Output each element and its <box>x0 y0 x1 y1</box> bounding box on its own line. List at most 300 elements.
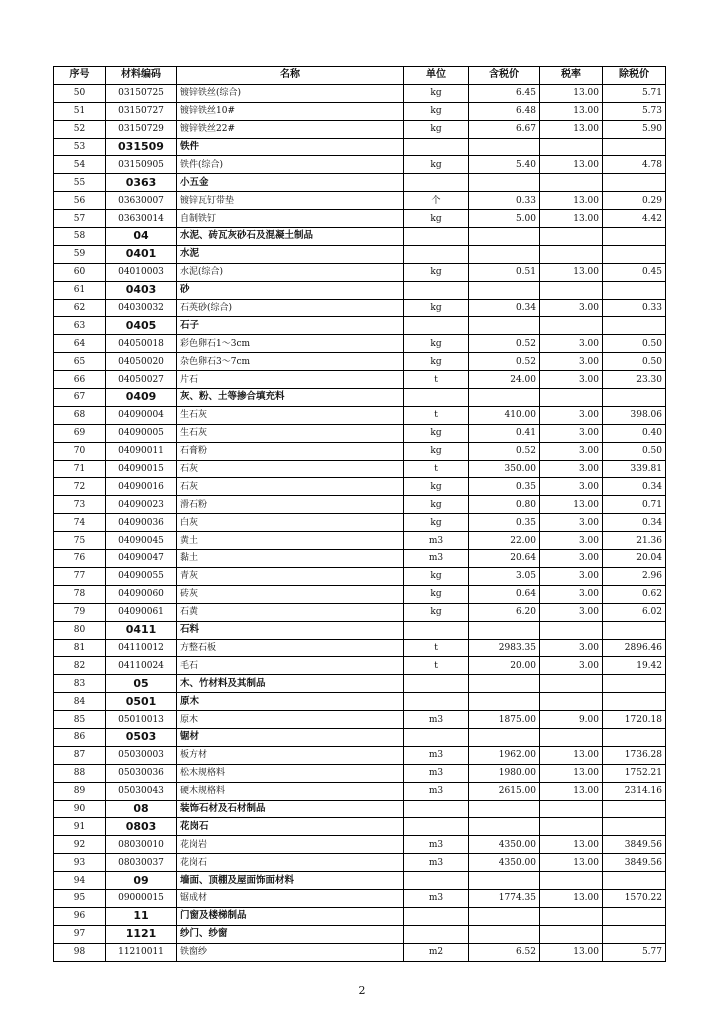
cell-price-ex-tax <box>603 174 666 192</box>
cell-unit: m3 <box>404 746 469 764</box>
cell-price-ex-tax <box>603 228 666 246</box>
header-unit: 单位 <box>404 67 469 85</box>
table-row <box>54 764 666 782</box>
cell-code: 05010013 <box>106 711 177 729</box>
cell-no: 63 <box>54 317 106 335</box>
cell-price-ex-tax: 0.50 <box>603 353 666 371</box>
cell-tax-rate: 13.00 <box>540 764 603 782</box>
cell-tax-rate: 3.00 <box>540 657 603 675</box>
cell-price-with-tax: 0.35 <box>469 514 540 532</box>
cell-price-with-tax <box>469 281 540 299</box>
cell-tax-rate <box>540 228 603 246</box>
cell-price-with-tax <box>469 728 540 746</box>
cell-no: 61 <box>54 281 106 299</box>
header-name: 名称 <box>177 67 404 85</box>
cell-unit: t <box>404 460 469 478</box>
cell-code: 0409 <box>106 389 177 407</box>
cell-name: 门窗及楼梯制品 <box>177 907 404 925</box>
cell-code: 04090060 <box>106 585 177 603</box>
cell-no: 65 <box>54 353 106 371</box>
cell-price-with-tax: 6.52 <box>469 943 540 961</box>
cell-tax-rate: 13.00 <box>540 746 603 764</box>
cell-unit: t <box>404 371 469 389</box>
cell-code: 04090004 <box>106 406 177 424</box>
cell-price-ex-tax: 0.34 <box>603 514 666 532</box>
cell-no: 67 <box>54 389 106 407</box>
cell-price-ex-tax: 4.78 <box>603 156 666 174</box>
cell-price-ex-tax <box>603 245 666 263</box>
table-row <box>54 263 666 281</box>
cell-name: 石子 <box>177 317 404 335</box>
cell-tax-rate: 13.00 <box>540 943 603 961</box>
cell-code: 04090005 <box>106 424 177 442</box>
header-row <box>54 67 666 85</box>
cell-tax-rate: 13.00 <box>540 192 603 210</box>
cell-no: 66 <box>54 371 106 389</box>
cell-code: 03150729 <box>106 120 177 138</box>
cell-tax-rate: 9.00 <box>540 711 603 729</box>
table-row <box>54 889 666 907</box>
material-price-table <box>53 66 666 962</box>
cell-tax-rate <box>540 245 603 263</box>
cell-name: 板方材 <box>177 746 404 764</box>
cell-no: 77 <box>54 567 106 585</box>
cell-price-with-tax <box>469 317 540 335</box>
cell-price-with-tax: 1980.00 <box>469 764 540 782</box>
cell-price-with-tax <box>469 800 540 818</box>
cell-price-with-tax <box>469 245 540 263</box>
cell-code: 0803 <box>106 818 177 836</box>
table-row <box>54 478 666 496</box>
cell-code: 0501 <box>106 693 177 711</box>
cell-code: 08030037 <box>106 854 177 872</box>
cell-price-with-tax <box>469 818 540 836</box>
cell-name: 杂色卵石3～7cm <box>177 353 404 371</box>
cell-unit: kg <box>404 353 469 371</box>
cell-tax-rate: 3.00 <box>540 478 603 496</box>
cell-price-ex-tax <box>603 281 666 299</box>
header-tax-rate: 税率 <box>540 67 603 85</box>
cell-no: 90 <box>54 800 106 818</box>
cell-unit <box>404 317 469 335</box>
cell-tax-rate: 3.00 <box>540 585 603 603</box>
cell-code: 11 <box>106 907 177 925</box>
cell-unit <box>404 621 469 639</box>
cell-price-with-tax <box>469 872 540 890</box>
cell-unit: 个 <box>404 192 469 210</box>
cell-name: 花岗岩 <box>177 836 404 854</box>
cell-code: 08 <box>106 800 177 818</box>
cell-price-ex-tax: 0.34 <box>603 478 666 496</box>
cell-name: 锯材 <box>177 728 404 746</box>
cell-price-with-tax: 20.64 <box>469 550 540 568</box>
cell-name: 镀锌铁丝(综合) <box>177 84 404 102</box>
cell-price-ex-tax: 2314.16 <box>603 782 666 800</box>
cell-name: 毛石 <box>177 657 404 675</box>
cell-unit: kg <box>404 335 469 353</box>
cell-name: 滑石粉 <box>177 496 404 514</box>
table-row <box>54 102 666 120</box>
category-row <box>54 728 666 746</box>
cell-unit: kg <box>404 478 469 496</box>
cell-code: 1121 <box>106 925 177 943</box>
category-row <box>54 818 666 836</box>
cell-code: 04 <box>106 228 177 246</box>
cell-code: 09000015 <box>106 889 177 907</box>
cell-price-ex-tax: 19.42 <box>603 657 666 675</box>
cell-name: 砖灰 <box>177 585 404 603</box>
cell-no: 95 <box>54 889 106 907</box>
category-row <box>54 872 666 890</box>
cell-name: 石灰 <box>177 478 404 496</box>
cell-code: 05030003 <box>106 746 177 764</box>
cell-code: 04050018 <box>106 335 177 353</box>
cell-unit <box>404 138 469 156</box>
cell-code: 03630007 <box>106 192 177 210</box>
cell-price-ex-tax: 5.90 <box>603 120 666 138</box>
cell-no: 86 <box>54 728 106 746</box>
cell-no: 72 <box>54 478 106 496</box>
category-row <box>54 389 666 407</box>
cell-price-ex-tax <box>603 907 666 925</box>
cell-name: 原木 <box>177 711 404 729</box>
cell-price-with-tax: 24.00 <box>469 371 540 389</box>
cell-price-ex-tax: 21.36 <box>603 532 666 550</box>
cell-no: 89 <box>54 782 106 800</box>
category-row <box>54 245 666 263</box>
cell-unit: m3 <box>404 854 469 872</box>
cell-code: 09 <box>106 872 177 890</box>
cell-price-with-tax: 2615.00 <box>469 782 540 800</box>
cell-no: 85 <box>54 711 106 729</box>
cell-unit: m3 <box>404 889 469 907</box>
cell-no: 73 <box>54 496 106 514</box>
header-price-with-tax: 含税价 <box>469 67 540 85</box>
cell-price-with-tax: 3.05 <box>469 567 540 585</box>
cell-code: 0503 <box>106 728 177 746</box>
cell-tax-rate <box>540 389 603 407</box>
cell-unit <box>404 174 469 192</box>
cell-unit: kg <box>404 442 469 460</box>
cell-price-with-tax <box>469 228 540 246</box>
cell-price-ex-tax <box>603 621 666 639</box>
cell-unit <box>404 389 469 407</box>
cell-name: 铁窗纱 <box>177 943 404 961</box>
cell-name: 黄土 <box>177 532 404 550</box>
cell-code: 04090055 <box>106 567 177 585</box>
cell-price-with-tax: 0.33 <box>469 192 540 210</box>
cell-price-with-tax <box>469 693 540 711</box>
cell-unit: m3 <box>404 711 469 729</box>
cell-no: 80 <box>54 621 106 639</box>
cell-name: 镀锌瓦钉带垫 <box>177 192 404 210</box>
cell-price-ex-tax <box>603 693 666 711</box>
cell-code: 05030043 <box>106 782 177 800</box>
cell-tax-rate <box>540 693 603 711</box>
cell-price-ex-tax: 3849.56 <box>603 854 666 872</box>
table-row <box>54 567 666 585</box>
cell-no: 79 <box>54 603 106 621</box>
category-row <box>54 800 666 818</box>
cell-unit: kg <box>404 84 469 102</box>
cell-no: 55 <box>54 174 106 192</box>
cell-unit: t <box>404 406 469 424</box>
cell-tax-rate <box>540 281 603 299</box>
cell-price-with-tax: 5.00 <box>469 210 540 228</box>
cell-no: 58 <box>54 228 106 246</box>
cell-no: 53 <box>54 138 106 156</box>
cell-name: 彩色卵石1～3cm <box>177 335 404 353</box>
cell-code: 04110024 <box>106 657 177 675</box>
cell-code: 03630014 <box>106 210 177 228</box>
table-row <box>54 711 666 729</box>
cell-price-ex-tax: 1720.18 <box>603 711 666 729</box>
cell-price-ex-tax: 2896.46 <box>603 639 666 657</box>
cell-unit: kg <box>404 263 469 281</box>
cell-name: 石膏粉 <box>177 442 404 460</box>
header-price-ex-tax: 除税价 <box>603 67 666 85</box>
category-row <box>54 174 666 192</box>
cell-code: 04050020 <box>106 353 177 371</box>
cell-price-with-tax: 0.41 <box>469 424 540 442</box>
cell-name: 水泥 <box>177 245 404 263</box>
table-row <box>54 460 666 478</box>
cell-price-ex-tax: 3849.56 <box>603 836 666 854</box>
table-body <box>54 84 666 961</box>
cell-tax-rate: 3.00 <box>540 603 603 621</box>
cell-price-with-tax <box>469 138 540 156</box>
cell-unit: m3 <box>404 532 469 550</box>
category-row <box>54 228 666 246</box>
cell-no: 83 <box>54 675 106 693</box>
cell-name: 水泥、砖瓦灰砂石及混凝土制品 <box>177 228 404 246</box>
cell-unit: kg <box>404 585 469 603</box>
cell-price-with-tax: 5.40 <box>469 156 540 174</box>
cell-code: 0403 <box>106 281 177 299</box>
cell-price-with-tax: 0.52 <box>469 353 540 371</box>
cell-price-ex-tax: 2.96 <box>603 567 666 585</box>
table-row <box>54 424 666 442</box>
cell-code: 04090047 <box>106 550 177 568</box>
cell-unit <box>404 675 469 693</box>
cell-price-ex-tax: 1736.28 <box>603 746 666 764</box>
table-row <box>54 514 666 532</box>
cell-unit: kg <box>404 156 469 174</box>
cell-price-with-tax: 0.51 <box>469 263 540 281</box>
table-row <box>54 210 666 228</box>
cell-price-ex-tax: 0.62 <box>603 585 666 603</box>
cell-name: 方整石板 <box>177 639 404 657</box>
cell-price-ex-tax: 23.30 <box>603 371 666 389</box>
cell-price-with-tax: 2983.35 <box>469 639 540 657</box>
cell-tax-rate: 3.00 <box>540 514 603 532</box>
category-row <box>54 621 666 639</box>
cell-unit: m3 <box>404 764 469 782</box>
cell-no: 50 <box>54 84 106 102</box>
cell-price-ex-tax: 1570.22 <box>603 889 666 907</box>
cell-unit: kg <box>404 496 469 514</box>
cell-price-with-tax: 20.00 <box>469 657 540 675</box>
table-row <box>54 84 666 102</box>
table-row <box>54 854 666 872</box>
cell-price-ex-tax: 0.29 <box>603 192 666 210</box>
cell-price-ex-tax: 6.02 <box>603 603 666 621</box>
cell-tax-rate: 3.00 <box>540 442 603 460</box>
cell-unit <box>404 907 469 925</box>
cell-no: 54 <box>54 156 106 174</box>
cell-price-with-tax: 1962.00 <box>469 746 540 764</box>
cell-name: 白灰 <box>177 514 404 532</box>
cell-tax-rate: 13.00 <box>540 889 603 907</box>
cell-price-ex-tax <box>603 872 666 890</box>
cell-price-with-tax: 6.20 <box>469 603 540 621</box>
cell-code: 04090011 <box>106 442 177 460</box>
cell-price-with-tax: 1875.00 <box>469 711 540 729</box>
cell-price-ex-tax: 0.45 <box>603 263 666 281</box>
cell-price-ex-tax: 0.33 <box>603 299 666 317</box>
table-row <box>54 603 666 621</box>
cell-no: 84 <box>54 693 106 711</box>
cell-price-with-tax: 0.80 <box>469 496 540 514</box>
cell-tax-rate <box>540 138 603 156</box>
cell-no: 56 <box>54 192 106 210</box>
cell-no: 82 <box>54 657 106 675</box>
table-row <box>54 657 666 675</box>
cell-code: 0411 <box>106 621 177 639</box>
cell-code: 031509 <box>106 138 177 156</box>
table-row <box>54 496 666 514</box>
cell-tax-rate <box>540 818 603 836</box>
cell-price-ex-tax <box>603 800 666 818</box>
table-row <box>54 836 666 854</box>
cell-price-ex-tax <box>603 138 666 156</box>
cell-price-with-tax <box>469 389 540 407</box>
cell-name: 自制铁钉 <box>177 210 404 228</box>
header-no: 序号 <box>54 67 106 85</box>
cell-tax-rate: 3.00 <box>540 353 603 371</box>
cell-no: 92 <box>54 836 106 854</box>
cell-name: 镀锌铁丝10# <box>177 102 404 120</box>
cell-price-with-tax: 0.52 <box>469 442 540 460</box>
cell-unit: kg <box>404 514 469 532</box>
table-row <box>54 532 666 550</box>
cell-name: 石英砂(综合) <box>177 299 404 317</box>
cell-price-ex-tax: 5.71 <box>603 84 666 102</box>
cell-price-with-tax <box>469 621 540 639</box>
cell-tax-rate: 3.00 <box>540 424 603 442</box>
cell-price-ex-tax: 20.04 <box>603 550 666 568</box>
table-row <box>54 782 666 800</box>
cell-no: 96 <box>54 907 106 925</box>
cell-unit: kg <box>404 102 469 120</box>
cell-tax-rate: 3.00 <box>540 550 603 568</box>
cell-price-ex-tax: 4.42 <box>603 210 666 228</box>
table-row <box>54 585 666 603</box>
cell-name: 青灰 <box>177 567 404 585</box>
cell-name: 锯成材 <box>177 889 404 907</box>
cell-unit <box>404 228 469 246</box>
cell-unit <box>404 925 469 943</box>
category-row <box>54 317 666 335</box>
cell-price-with-tax <box>469 925 540 943</box>
cell-tax-rate <box>540 800 603 818</box>
table-row <box>54 371 666 389</box>
cell-unit: t <box>404 639 469 657</box>
cell-tax-rate: 13.00 <box>540 836 603 854</box>
cell-code: 04050027 <box>106 371 177 389</box>
cell-price-ex-tax: 339.81 <box>603 460 666 478</box>
cell-code: 04110012 <box>106 639 177 657</box>
table-row <box>54 943 666 961</box>
cell-name: 木、竹材料及其制品 <box>177 675 404 693</box>
cell-unit <box>404 800 469 818</box>
cell-price-with-tax: 0.52 <box>469 335 540 353</box>
cell-no: 97 <box>54 925 106 943</box>
cell-unit <box>404 281 469 299</box>
cell-price-with-tax: 0.34 <box>469 299 540 317</box>
cell-code: 0363 <box>106 174 177 192</box>
cell-tax-rate: 3.00 <box>540 567 603 585</box>
category-row <box>54 675 666 693</box>
table-row <box>54 353 666 371</box>
cell-name: 松木规格料 <box>177 764 404 782</box>
cell-code: 03150905 <box>106 156 177 174</box>
cell-price-with-tax: 4350.00 <box>469 836 540 854</box>
cell-price-with-tax: 0.35 <box>469 478 540 496</box>
cell-unit <box>404 728 469 746</box>
cell-price-with-tax: 0.64 <box>469 585 540 603</box>
cell-tax-rate: 13.00 <box>540 854 603 872</box>
cell-name: 石灰 <box>177 460 404 478</box>
cell-unit: m3 <box>404 550 469 568</box>
cell-tax-rate <box>540 907 603 925</box>
cell-name: 石料 <box>177 621 404 639</box>
cell-code: 05 <box>106 675 177 693</box>
cell-price-ex-tax <box>603 317 666 335</box>
cell-code: 11210011 <box>106 943 177 961</box>
cell-code: 04090015 <box>106 460 177 478</box>
cell-tax-rate: 13.00 <box>540 102 603 120</box>
cell-price-with-tax: 6.67 <box>469 120 540 138</box>
table-row <box>54 442 666 460</box>
cell-unit: m3 <box>404 836 469 854</box>
cell-unit <box>404 245 469 263</box>
cell-price-with-tax <box>469 675 540 693</box>
cell-price-with-tax <box>469 174 540 192</box>
cell-no: 51 <box>54 102 106 120</box>
cell-tax-rate <box>540 174 603 192</box>
cell-code: 04010003 <box>106 263 177 281</box>
cell-tax-rate: 13.00 <box>540 156 603 174</box>
cell-name: 纱门、纱窗 <box>177 925 404 943</box>
cell-price-ex-tax: 0.40 <box>603 424 666 442</box>
cell-name: 铁件(综合) <box>177 156 404 174</box>
cell-no: 76 <box>54 550 106 568</box>
cell-price-with-tax: 22.00 <box>469 532 540 550</box>
cell-price-with-tax: 6.45 <box>469 84 540 102</box>
cell-no: 93 <box>54 854 106 872</box>
cell-code: 04090061 <box>106 603 177 621</box>
cell-price-ex-tax <box>603 389 666 407</box>
table-row <box>54 406 666 424</box>
cell-name: 铁件 <box>177 138 404 156</box>
cell-tax-rate: 13.00 <box>540 84 603 102</box>
cell-price-with-tax: 1774.35 <box>469 889 540 907</box>
cell-tax-rate: 3.00 <box>540 299 603 317</box>
cell-tax-rate: 3.00 <box>540 460 603 478</box>
cell-price-ex-tax: 398.06 <box>603 406 666 424</box>
cell-no: 75 <box>54 532 106 550</box>
